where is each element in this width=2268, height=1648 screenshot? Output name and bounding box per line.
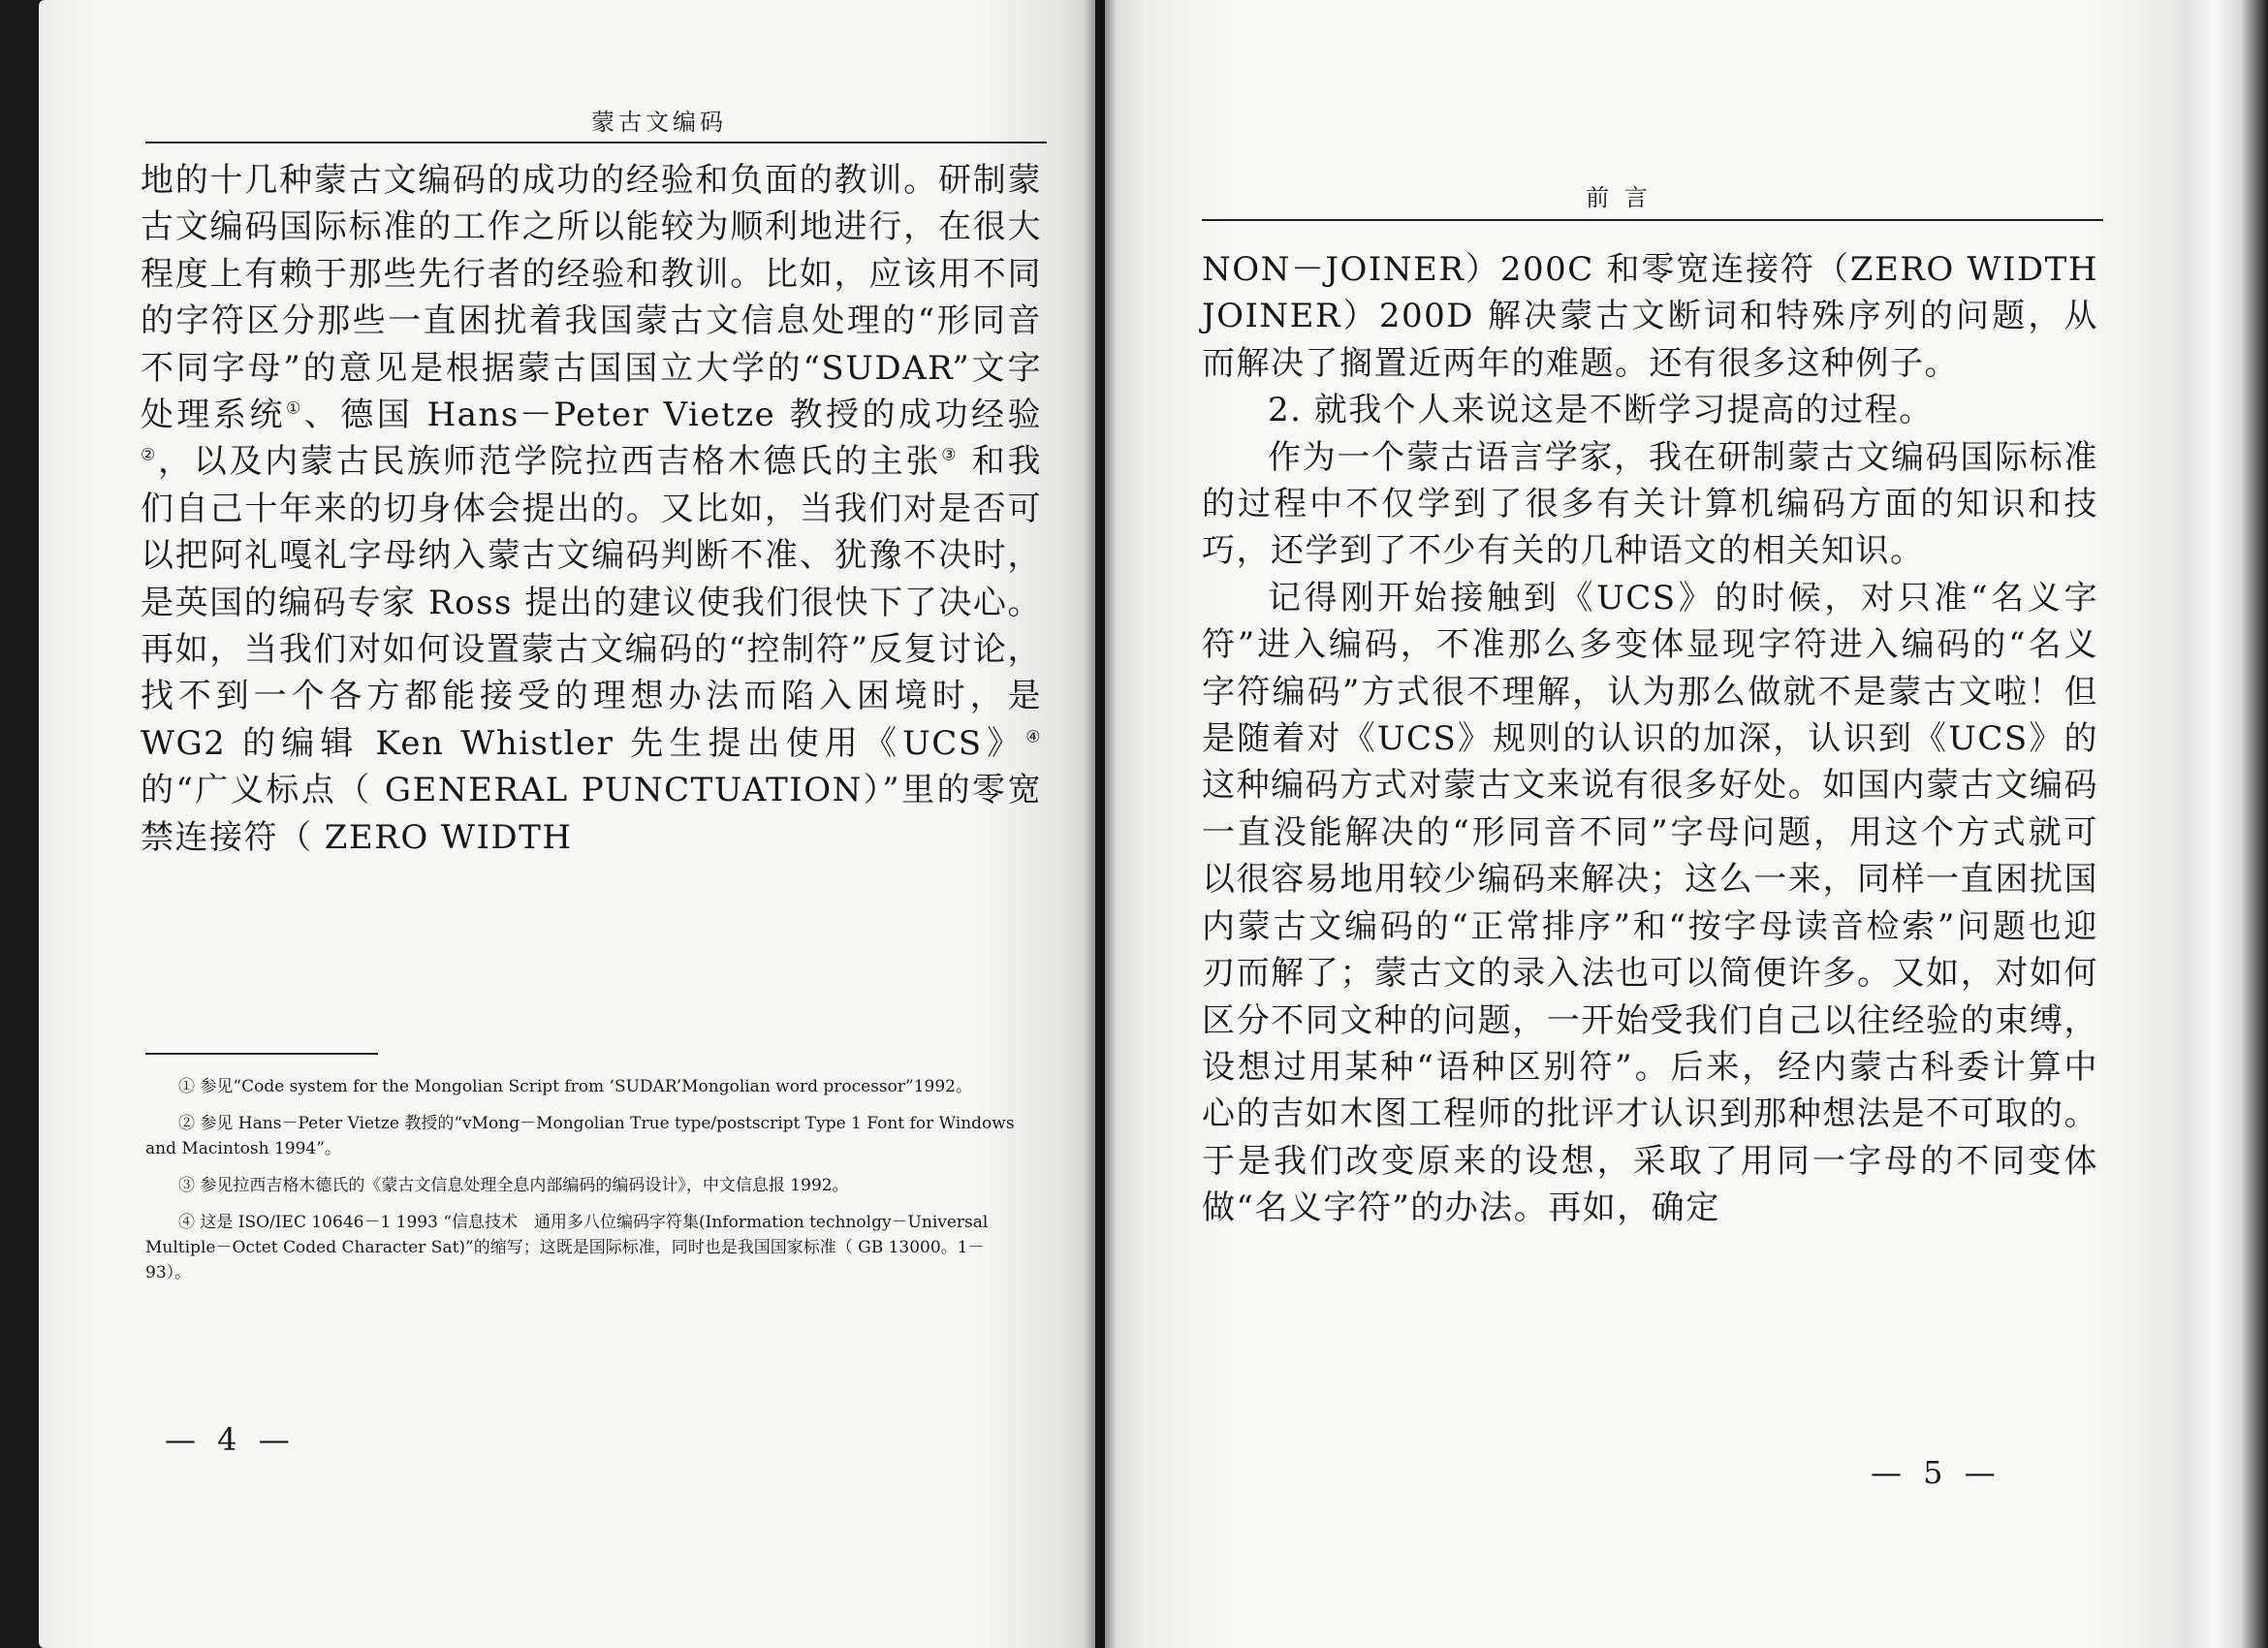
footnote-marker: ② xyxy=(141,446,158,466)
right-paragraph: NON－JOINER）200C 和零宽连接符（ZERO WIDTH JOINER）200D 解决蒙古文断词和特殊序列的问题，从而解决了搁置近两年的难题。还有很多这种例子。 xyxy=(1202,250,2098,383)
right-paragraph: 2. 就我个人来说这是不断学习提高的过程。 xyxy=(1268,391,1934,430)
footnote: ③ 参见拉西吉格木德氏的《蒙古文信息处理全息内部编码的编码设计》，中文信息报 1992。 xyxy=(178,1176,849,1195)
right-paragraph: 记得刚开始接触到《UCS》的时候，对只准“名义字符”进入编码，不准那么多变体显现字符进入编码的“名义字符编码”方式很不理解，认为那么做就不是蒙古文啦！但是随着对《UCS》规则的认识的加深，认识到《UCS》的这种编码方式对蒙古文来说有很多好处。如国内蒙古文编码一直没能解决的“形同音不同”字母问题，用这个方式就可以很容易地用较少编码来解决；这么一来，同样一直困扰国内蒙古文编码的“正常排序”和“按字母读音检索”问题也迎刃而解了；蒙古文的录入法也可以简便许多。又如，对如何区分不同文种的问题，一开始受我们自己以往经验的束缚，设想过用某种“语种区别符”。后来，经内蒙古科委计算中心的吉如木图工程师的批评才认识到那种想法是不可取的。于是我们改变原来的设想，采取了用同一字母的不同变体做“名义字符”的办法。再如，确定 xyxy=(1202,578,2098,1228)
right-page-number: — 5 — xyxy=(1871,1454,2001,1491)
text-run: 和我们自己十年来的切身体会提出的。又比如，当我们对是否可以把阿礼嘎礼字母纳入蒙古文编码判断不准、犹豫不决时，是英国的编码专家 Ross 提出的建议使我们很快下了决心。再如，当我们对如何设置蒙古文编码的“控制符”反复讨论，找不到一个各方都能接受的理想办法而陷入困境时，是 WG2 的编辑 Ken Whistler 先生提出使用《UCS》 xyxy=(141,442,1042,763)
left-page-number: — 4 — xyxy=(165,1421,296,1458)
footnote: ② 参见 Hans－Peter Vietze 教授的“vMong－Mongolian True type/postscript Type 1 Font for Windows and Macintosh 1994”。 xyxy=(145,1114,1015,1158)
right-paragraph: 作为一个蒙古语言学家，我在研制蒙古文编码国际标准的过程中不仅学到了很多有关计算机编码方面的知识和技巧，还学到了不少有关的几种语文的相关知识。 xyxy=(1202,437,2098,571)
footnote-marker: ① xyxy=(285,398,304,419)
footnote-rule xyxy=(145,1053,378,1055)
left-running-head: 蒙古文编码 xyxy=(591,109,727,136)
right-body-text xyxy=(1202,246,2098,1232)
footnote: ④ 这是 ISO/IEC 10646－1 1993 “信息技术 通用多八位编码字符集(Information technolgy－Universal Multiple－Octet Coded Character Sat)”的缩写；这既是国际标准，同时也是我国国家标准（ GB 13000。1－93）。 xyxy=(145,1213,989,1283)
text-run: 地的十几种蒙古文编码的成功的经验和负面的教训。研制蒙古文编码国际标准的工作之所以能较为顺利地进行，在很大程度上有赖于那些先行者的经验和教训。比如，应该用不同的字符区分那些一直困扰着我国蒙古文信息处理的“形同音不同字母”的意见是根据蒙古国国立大学的“SUDAR”文字处理系统 xyxy=(141,161,1042,435)
footnote: ① 参见“Code system for the Mongolian Script from ‘SUDAR’Mongolian word processor”1992。 xyxy=(178,1077,972,1096)
left-header-rule xyxy=(145,142,1047,143)
footnote-marker: ④ xyxy=(1025,727,1042,747)
left-page xyxy=(39,0,1095,1648)
book-gutter xyxy=(1084,0,1117,1648)
right-page xyxy=(1105,0,2171,1648)
footnotes xyxy=(145,1074,1027,1297)
left-paragraph xyxy=(141,157,1042,861)
text-run: 的“广义标点（ GENERAL PUNCTUATION）”里的零宽禁连接符（ ZERO WIDTH xyxy=(141,771,1042,857)
right-header-rule xyxy=(1202,219,2103,221)
text-run: 、德国 Hans－Peter Vietze 教授的成功经验 xyxy=(303,396,1042,435)
right-running-head: 前 言 xyxy=(1586,184,1652,211)
text-run: ，以及内蒙古民族师范学院拉西吉格木德氏的主张 xyxy=(157,442,942,482)
footnote-marker: ③ xyxy=(941,446,960,466)
left-body-text xyxy=(141,157,1042,861)
